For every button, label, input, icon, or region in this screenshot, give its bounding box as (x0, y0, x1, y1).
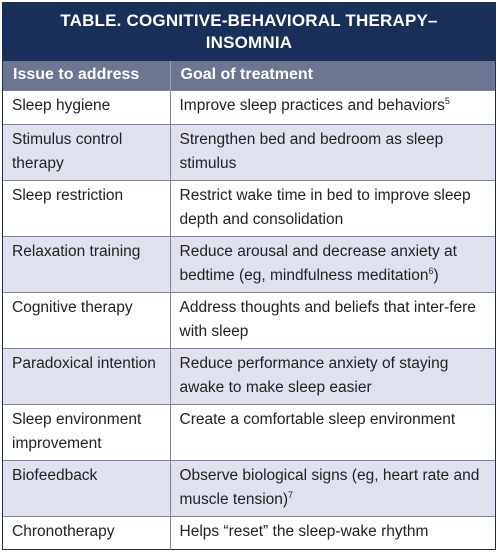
goal-text: Improve sleep practices and behaviors (179, 96, 445, 114)
issue-cell: Chronotherapy (3, 516, 170, 550)
issue-cell: Sleep hygiene (3, 90, 170, 124)
table-title (3, 3, 495, 61)
table-row (3, 236, 495, 292)
table-row (3, 516, 495, 550)
table-row (3, 292, 495, 348)
header-issue: Issue to address (3, 61, 170, 90)
goal-text: Observe biological signs (eg, heart rate and muscle tension) (179, 466, 480, 508)
table-row (3, 404, 495, 460)
citation-sup: 6 (428, 265, 434, 276)
table-row (3, 90, 495, 124)
goal-cell: Create a comfortable sleep environment (170, 404, 495, 460)
table-row (3, 124, 495, 180)
goal-text: Reduce arousal and decrease anxiety at bedtime (eg, mindfulness meditation (179, 242, 457, 284)
therapy-table (3, 61, 495, 550)
issue-cell: Cognitive therapy (3, 292, 170, 348)
table-row (3, 180, 495, 236)
table-row (3, 460, 495, 516)
citation-sup: 5 (444, 95, 450, 106)
issue-cell: Stimulus control therapy (3, 124, 170, 180)
citation-sup: 7 (288, 489, 294, 500)
goal-cell: Address thoughts and beliefs that inter-fere with sleep (170, 292, 495, 348)
issue-cell: Sleep environment improvement (3, 404, 170, 460)
therapy-table-figure (2, 2, 496, 550)
goal-text-tail: ) (433, 266, 439, 284)
header-goal: Goal of treatment (170, 61, 495, 90)
issue-cell: Biofeedback (3, 460, 170, 516)
title-line-1: TABLE. COGNITIVE-BEHAVIORAL THERAPY– (60, 11, 438, 30)
goal-cell (170, 90, 495, 124)
goal-cell: Restrict wake time in bed to improve sleep depth and consolidation (170, 180, 495, 236)
table-row (3, 348, 495, 404)
issue-cell: Sleep restriction (3, 180, 170, 236)
goal-cell: Strengthen bed and bedroom as sleep stimulus (170, 124, 495, 180)
goal-cell (170, 460, 495, 516)
issue-cell: Relaxation training (3, 236, 170, 292)
goal-cell: Helps “reset” the sleep-wake rhythm (170, 516, 495, 550)
goal-cell: Reduce performance anxiety of staying awake to make sleep easier (170, 348, 495, 404)
goal-cell (170, 236, 495, 292)
header-row (3, 61, 495, 90)
issue-cell: Paradoxical intention (3, 348, 170, 404)
title-line-2: INSOMNIA (205, 33, 293, 52)
